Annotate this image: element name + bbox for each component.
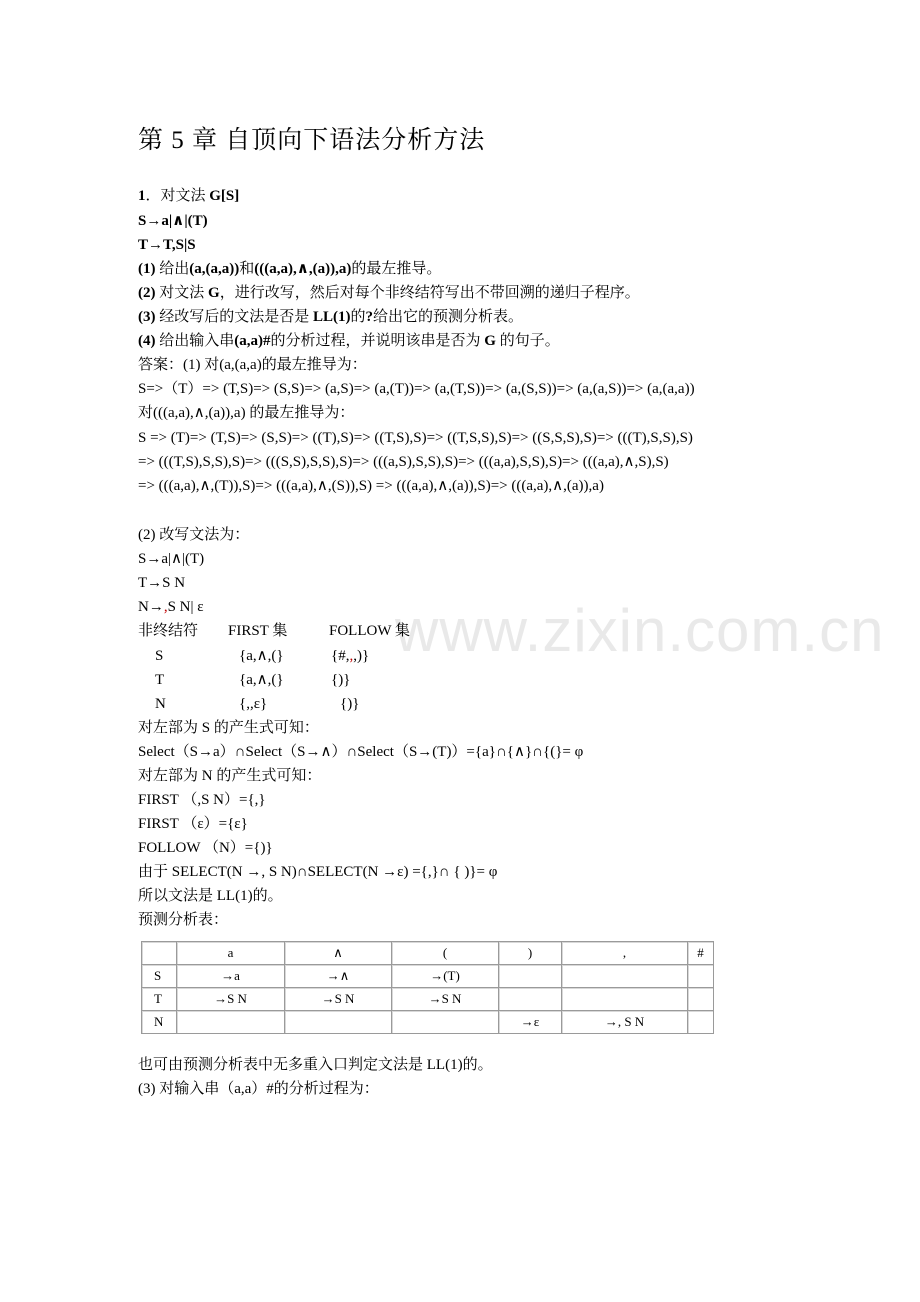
table-cell: [688, 1011, 714, 1034]
table-cell: [562, 965, 688, 988]
chapter-title: 第 5 章 自顶向下语法分析方法: [138, 127, 486, 154]
table-row-header: N: [142, 1011, 177, 1034]
sets-row-nt: S: [155, 648, 164, 664]
answer-label: 答案：(1) 对(a,(a,a)的最左推导为：: [138, 357, 367, 373]
item-number: (4): [138, 333, 156, 349]
item-bold: LL(1): [313, 309, 351, 325]
table-cell: →ε: [499, 1011, 562, 1034]
question-item-2: [138, 283, 640, 303]
derivation-2-label: 对(((a,a),∧,(a)),a) 的最左推导为：: [138, 405, 355, 421]
grammar-rule-s: S→a|∧|(T): [138, 213, 208, 229]
table-cell: →a: [177, 965, 285, 988]
rule-comma: ,: [163, 599, 168, 615]
part3-label: (3) 对输入串（a,a）#的分析过程为：: [138, 1081, 379, 1097]
table-header-cell: #: [688, 942, 714, 965]
table-row: [142, 1011, 714, 1034]
rewritten-rule-n: [138, 597, 204, 617]
sets-header-first: FIRST 集: [228, 623, 288, 639]
table-row-header: S: [142, 965, 177, 988]
part2-label: (2) 改写文法为：: [138, 527, 250, 543]
select-n-line: 由于 SELECT(N →, S N)∩SELECT(N →ε) ={,}∩ { )}= φ: [138, 864, 498, 880]
question-item-3: [138, 307, 523, 327]
table-cell: [392, 1011, 499, 1034]
item-text: 的最左推导。: [351, 261, 442, 277]
first-line-1: FIRST （,S N）={,}: [138, 792, 266, 808]
sets-row-nt: T: [155, 672, 165, 688]
grammar-name: G[S]: [209, 188, 240, 204]
derivation-2-line: => (((a,a),∧,(T)),S)=> (((a,a),∧,(S)),S) => (((a,a),∧,(a)),S)=> (((a,a),∧,(a)),a): [138, 478, 604, 494]
item-text: 经改写后的文法是否是: [155, 309, 314, 325]
sets-row-follow: [331, 646, 369, 666]
sets-header-follow: FOLLOW 集: [329, 623, 410, 639]
sets-row-first: {a,∧,(}: [239, 648, 284, 664]
table-header-cell: [142, 942, 177, 965]
item-text: 的句子。: [495, 333, 560, 349]
item-text: ，进行改写，然后对每个非终结符写出不带回溯的递归子程序。: [219, 285, 640, 301]
follow-line: FOLLOW （N）={)}: [138, 840, 273, 856]
item-bold: G: [484, 333, 496, 349]
rule-text: S N| ε: [167, 599, 204, 615]
table-row-header: T: [142, 988, 177, 1011]
first-line-2: FIRST （ε）={ε}: [138, 816, 248, 832]
table-header-cell: ,: [562, 942, 688, 965]
watermark: www.zixin.com.cn: [395, 597, 885, 664]
item-number: (3): [138, 309, 156, 325]
table-header-cell: a: [177, 942, 285, 965]
table-cell: →S N: [177, 988, 285, 1011]
question-intro: [138, 186, 239, 206]
item-bold: G: [208, 285, 220, 301]
table-label: 预测分析表：: [138, 912, 229, 928]
item-text: 给出输入串: [155, 333, 235, 349]
select-s-line: Select（S→a）∩Select（S→∧）∩Select（S→(T)）={a}∩{∧}∩{(}= φ: [138, 744, 584, 760]
question-intro-text: ．对文法: [145, 188, 210, 204]
table-cell: [285, 1011, 392, 1034]
sets-row-first: {a,∧,(}: [239, 672, 284, 688]
table-header-cell: ∧: [285, 942, 392, 965]
item-bold: (a,(a,a)): [189, 261, 240, 277]
table-conclusion: 也可由预测分析表中无多重入口判定文法是 LL(1)的。: [138, 1057, 493, 1073]
derivation-1: S=>（T）=> (T,S)=> (S,S)=> (a,S)=> (a,(T))=> (a,(T,S))=> (a,(S,S))=> (a,(a,S))=> (a,(a,a)): [138, 381, 695, 397]
item-text: 对文法: [155, 285, 209, 301]
item-text: 给出它的预测分析表。: [373, 309, 524, 325]
table-row: [142, 988, 714, 1011]
note-n-productions: 对左部为 N 的产生式可知：: [138, 768, 322, 784]
sets-row-first: {,,ε}: [239, 696, 268, 712]
table-cell: [177, 1011, 285, 1034]
predictive-parse-table: [141, 941, 714, 1034]
note-s-productions: 对左部为 S 的产生式可知：: [138, 720, 319, 736]
table-cell: [688, 965, 714, 988]
sets-row-follow: {)}: [340, 696, 360, 712]
item-bold: (((a,a),∧,(a)),a): [254, 261, 352, 277]
question-item-1: [138, 259, 441, 279]
table-header-cell: ): [499, 942, 562, 965]
table-cell: [499, 988, 562, 1011]
item-number: (1): [138, 261, 156, 277]
rewritten-rule-t: T→S N: [138, 575, 186, 591]
sets-row-nt: N: [155, 696, 166, 712]
table-header-cell: (: [392, 942, 499, 965]
table-cell: [562, 988, 688, 1011]
table-cell: →(T): [392, 965, 499, 988]
sets-row-follow: {)}: [331, 672, 351, 688]
follow-text: {#,: [331, 648, 350, 664]
table-cell: [499, 965, 562, 988]
table-cell: →, S N: [562, 1011, 688, 1034]
item-number: (2): [138, 285, 156, 301]
item-text: 的分析过程，并说明该串是否为: [270, 333, 485, 349]
rewritten-rule-s: [138, 549, 204, 569]
follow-comma: ,: [349, 648, 354, 664]
item-bold: (a,a)#: [234, 333, 271, 349]
item-text: 给出: [155, 261, 190, 277]
table-row: [142, 965, 714, 988]
ll1-conclusion: 所以文法是 LL(1)的。: [138, 888, 283, 904]
question-item-4: [138, 331, 560, 351]
follow-text: ,)}: [353, 648, 370, 664]
sets-header-nonterminal: 非终结符: [138, 623, 199, 639]
table-cell: →S N: [392, 988, 499, 1011]
item-text: 的: [350, 309, 366, 325]
table-cell: [688, 988, 714, 1011]
table-cell: →∧: [285, 965, 392, 988]
rule-text: N→: [138, 599, 164, 615]
rule-text: S→a|∧|(T): [138, 551, 205, 567]
item-bold: ?: [365, 309, 374, 325]
item-text: 和: [239, 261, 255, 277]
grammar-rule-t: T→T,S|S: [138, 237, 196, 253]
table-cell: →S N: [285, 988, 392, 1011]
derivation-2-line: => (((T,S),S,S),S)=> (((S,S),S,S),S)=> (((a,S),S,S),S)=> (((a,a),S,S),S)=> (((a,a),∧,S),S): [138, 454, 669, 470]
question-number: 1: [138, 188, 146, 204]
derivation-2-line: S => (T)=> (T,S)=> (S,S)=> ((T),S)=> ((T,S),S)=> ((T,S,S),S)=> ((S,S,S),S)=> (((T),S,S),S): [138, 430, 693, 446]
table-header-row: [142, 942, 714, 965]
